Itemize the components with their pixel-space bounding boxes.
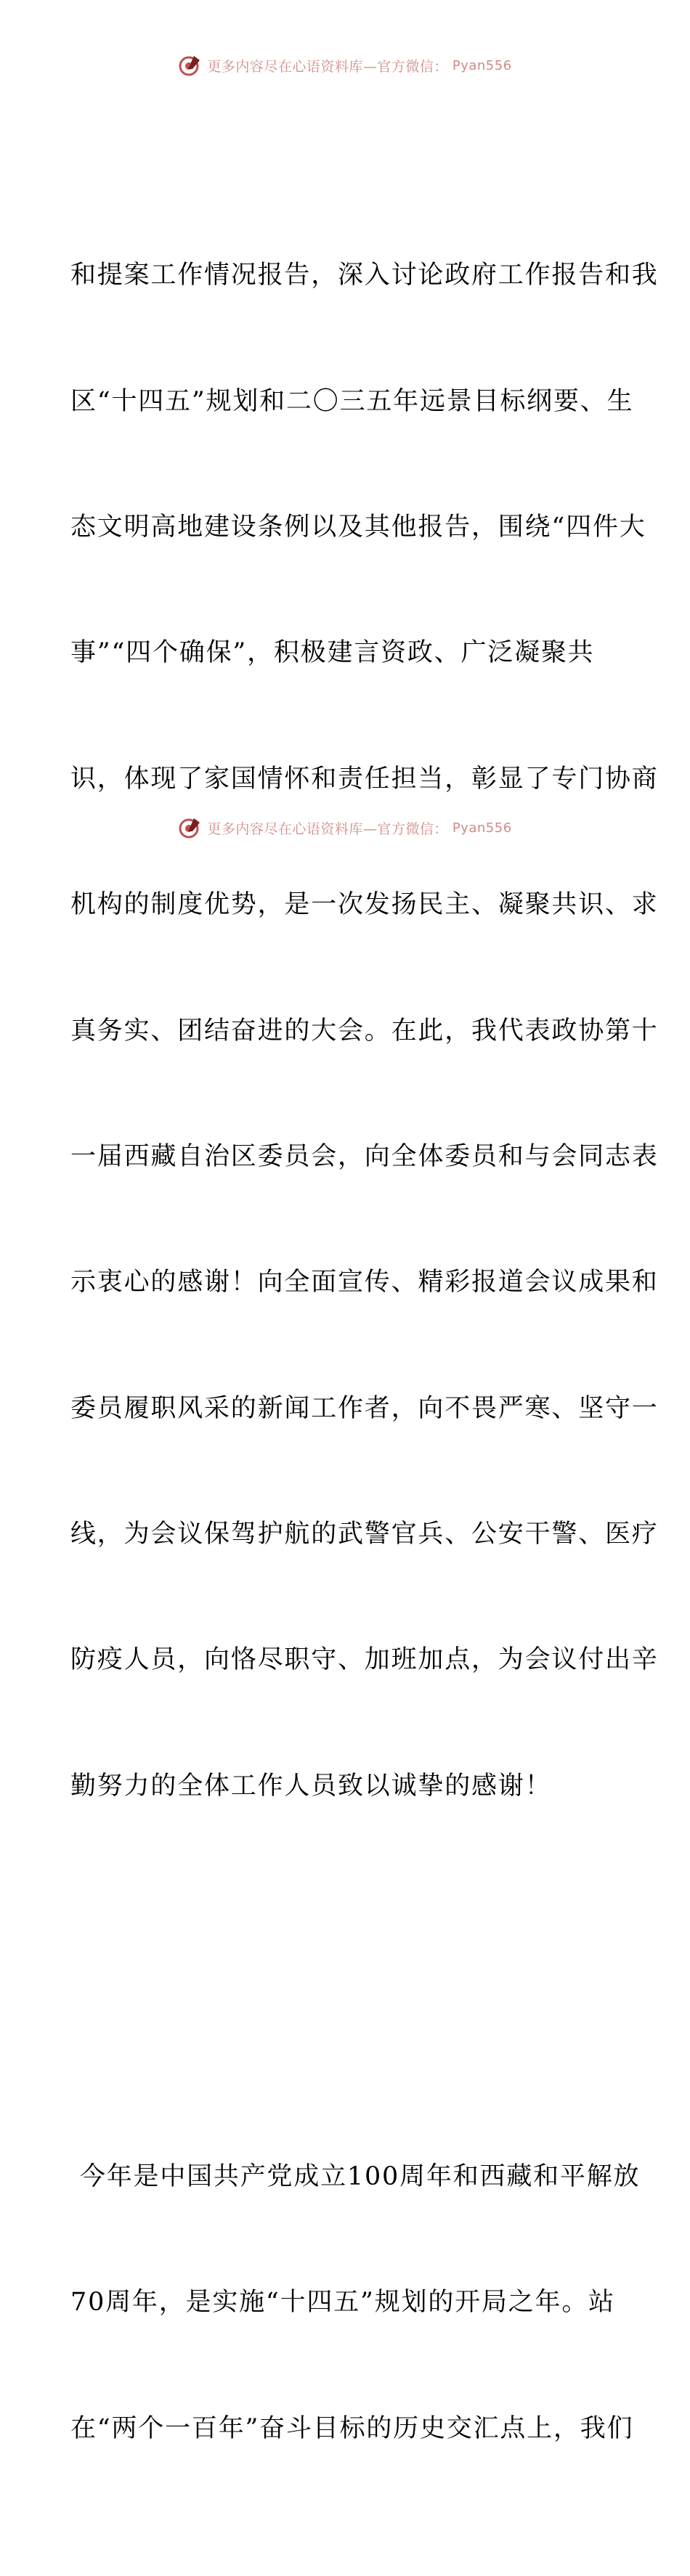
- text-line: 识，体现了家国情怀和责任担当，彰显了专门协商: [70, 764, 659, 794]
- watermark-wechat-id: Pyan556: [452, 820, 512, 836]
- header-watermark: [0, 51, 690, 80]
- pen-logo-icon: [178, 53, 203, 78]
- text-line: 和提案工作情况报告，深入讨论政府工作报告和我: [70, 261, 659, 290]
- watermark-wechat-id: Pyan556: [452, 57, 512, 73]
- paragraph-2: [70, 2072, 641, 2534]
- text-line: 70周年，是实施“十四五”规划的开局之年。站: [70, 2288, 615, 2318]
- text-line: 事”“四个确保”，积极建言资政、广泛凝聚共: [70, 638, 595, 668]
- text-line: 委员履职风采的新闻工作者，向不畏严寒、坚守一: [70, 1393, 659, 1423]
- text-line: 一届西藏自治区委员会，向全体委员和与会同志表: [70, 1141, 659, 1171]
- text-line: 真务实、团结奋进的大会。在此，我代表政协第十: [70, 1016, 659, 1046]
- text-line: 线，为会议保驾护航的武警官兵、公安干警、医疗: [70, 1520, 659, 1549]
- text-line: 防疫人员，向恪尽职守、加班加点，为会议付出辛: [70, 1645, 659, 1675]
- text-line: 今年是中国共产党成立100周年和西藏和平解放: [70, 2162, 641, 2192]
- text-line: 在“两个一百年”奋斗目标的历史交汇点上，我们: [70, 2413, 634, 2443]
- document-body: [70, 87, 659, 2576]
- pen-logo-icon: [178, 815, 203, 840]
- text-line: 勤努力的全体工作人员致以诚挚的感谢！: [70, 1771, 552, 1801]
- paragraph-1: [70, 171, 659, 1892]
- text-line: 机构的制度优势，是一次发扬民主、凝聚共识、求: [70, 890, 659, 920]
- watermark-text: 更多内容尽在心语资料库—官方微信：: [207, 58, 448, 75]
- text-line: 示衷心的感谢！向全面宣传、精彩报道会议成果和: [70, 1268, 659, 1297]
- text-line: 区“十四五”规划和二〇三五年远景目标纲要、生: [70, 386, 634, 416]
- footer-watermark: [0, 813, 690, 842]
- paragraph-spacer: [70, 1976, 622, 1989]
- watermark-text: 更多内容尽在心语资料库—官方微信：: [207, 820, 448, 837]
- text-line: 态文明高地建设条例以及其他报告，围绕“四件大: [70, 512, 646, 542]
